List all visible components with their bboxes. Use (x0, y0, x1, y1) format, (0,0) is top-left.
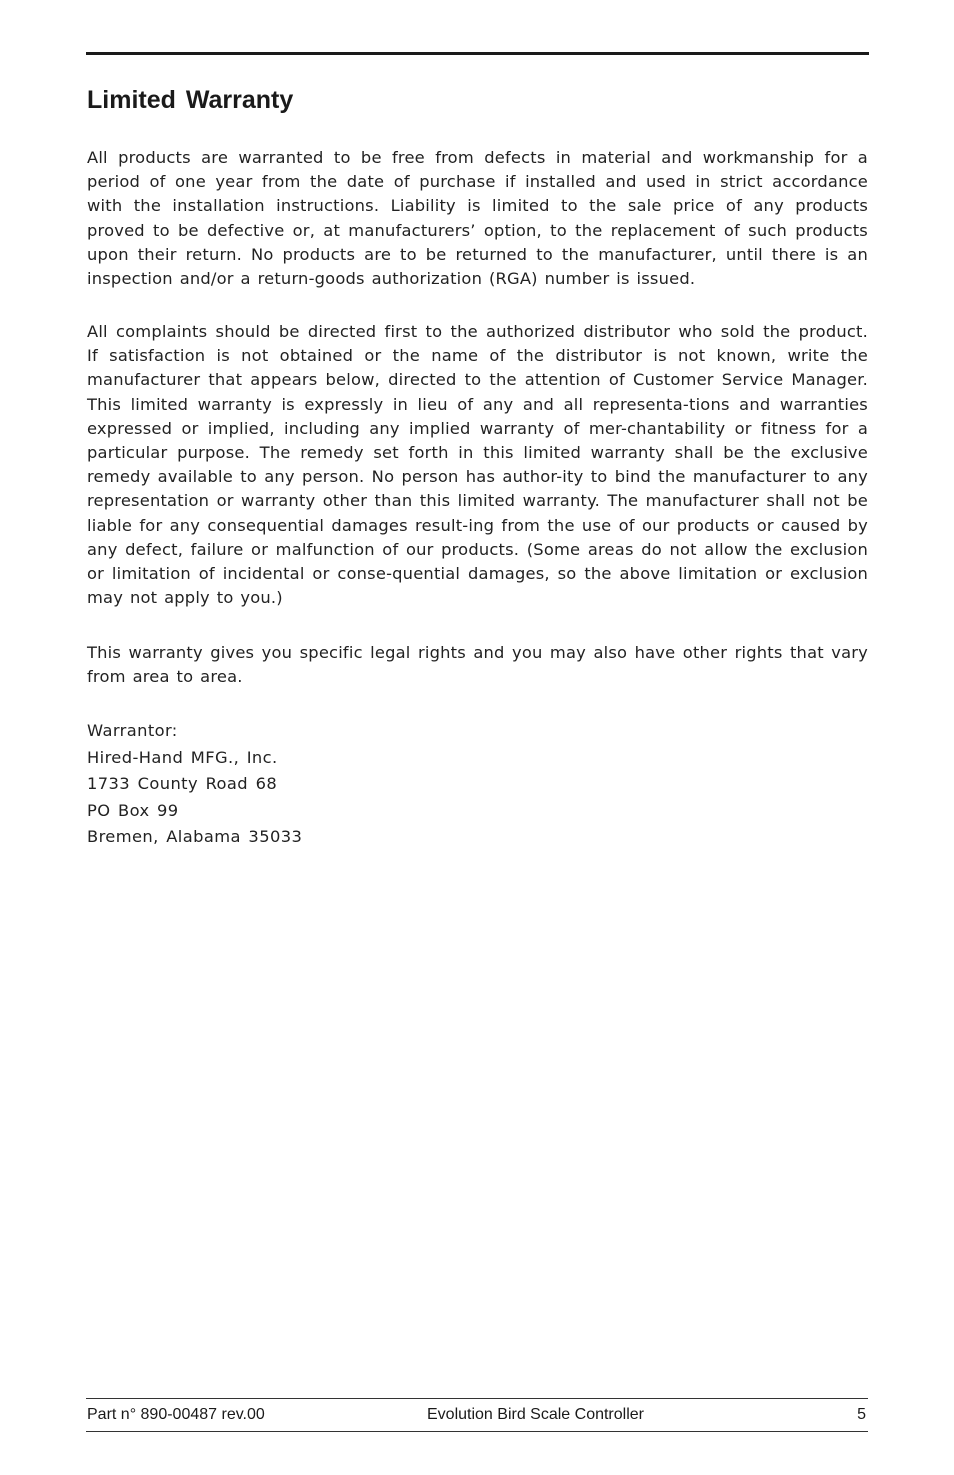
warrantor-address-block (87, 718, 302, 851)
warrantor-label: Warrantor: (87, 721, 178, 740)
warrantor-company: Hired-Hand MFG., Inc. (87, 747, 278, 767)
page-title: Limited Warranty (87, 86, 294, 114)
top-divider (86, 52, 869, 55)
warranty-paragraph-legal-rights: This warranty gives you specific legal rights and you may also have other rights that vary from area to area. (87, 643, 868, 687)
warranty-paragraph-complaints: All complaints should be directed first to the authorized distributor who sold the product. If satisfaction is not obtained or the name of the distributor is not known, write the manufacturer that appears below, directed to the attention of Customer Service Manager. This limited warranty is expressly in lieu of any and all representa-tions and warranties expressed or implied, including any implied warranty of mer-chantability or fitness for a particular purpose. The remedy set forth in this limited warranty shall be the exclusive remedy available to any person. No person has author-ity to bind the manufacturer to any representation or warranty other than this limited warranty. The manufacturer shall not be liable for any consequential damages result-ing from the use of our products or caused by any defect, failure or malfunction of our products. (Some areas do not allow the exclusion or limitation of incidental or conse-quential damages, so the above limitation or exclusion may not apply to you.) (87, 322, 868, 608)
footer-divider-bottom (86, 1431, 868, 1432)
warranty-paragraph-coverage: All products are warranted to be free from defects in material and workmanship for a period of one year from the date of purchase if installed and used in strict accordance with the installation instructions. Liability is limited to the sale price of any products proved to be defective or, at manufacturers’ option, to the replacement of such products upon their return. No products are to be returned to the manufacturer, until there is an inspection and/or a return-goods authorization (RGA) number is issued. (87, 148, 868, 289)
footer-page-number: 5 (857, 1406, 866, 1423)
warrantor-city: Bremen, Alabama 35033 (87, 827, 303, 847)
page-footer (86, 1403, 868, 1427)
footer-divider-top (86, 1398, 868, 1399)
footer-product-name: Evolution Bird Scale Controller (427, 1406, 644, 1423)
warrantor-street: 1733 County Road 68 (87, 774, 278, 794)
footer-part-number: Part n° 890-00487 rev.00 (87, 1406, 265, 1423)
warrantor-po-box: PO Box 99 (87, 800, 179, 820)
